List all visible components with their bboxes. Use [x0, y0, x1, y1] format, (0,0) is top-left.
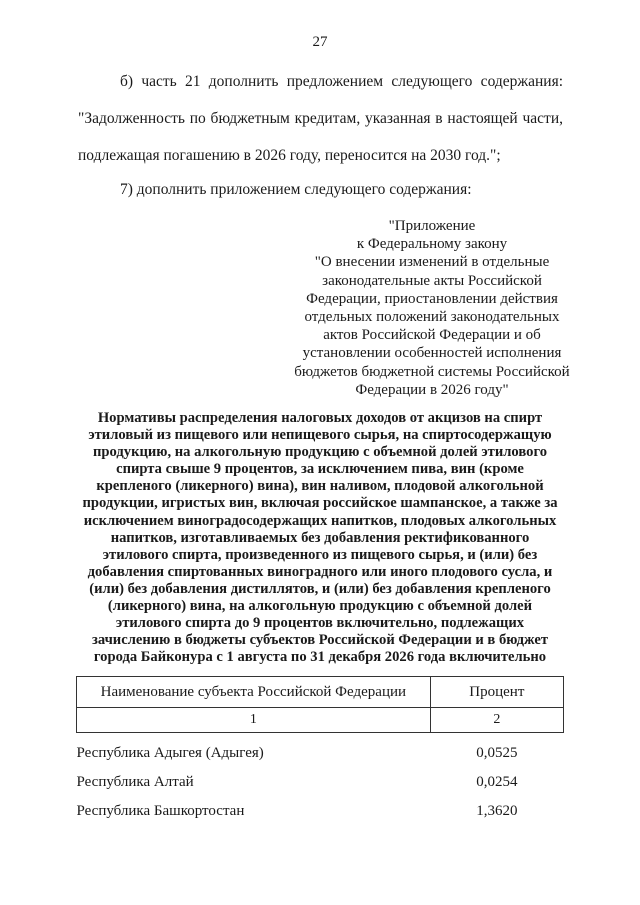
column-header-subject: Наименование субъекта Российской Федерации [77, 677, 431, 708]
quote-line-1: "Задолженность по бюджетным кредитам, указанная в настоящей части, [78, 110, 563, 127]
appendix-header-line: "О внесении изменений в отдельные [314, 254, 550, 271]
appendix-header-line: к Федеральному закону [356, 236, 508, 253]
title-line: крепленого (ликерного) вина), вин наливом, плодовой алкогольной [96, 478, 544, 495]
table-header-row [77, 677, 564, 708]
appendix-header-line: законодательные акты Российской [322, 272, 542, 289]
title-line: продукции, игристых вин, включая российское шампанское, а также за [82, 495, 558, 512]
quote-line-2: подлежащая погашению в 2026 году, переносится на 2030 год."; [78, 147, 501, 164]
title-line: Нормативы распределения налоговых доходов от акцизов на спирт [97, 410, 543, 426]
title-line: напитков, изготавливаемых без добавления ректификованного [110, 529, 530, 546]
appendix-header-line: актов Российской Федерации и об [323, 327, 541, 344]
title-line: этилового спирта до 9 процентов включительно, подлежащих [115, 615, 525, 632]
column-header-percent: Процент [430, 677, 563, 708]
appendix-header-line: отдельных положений законодательных [304, 309, 560, 326]
title-line: города Байконура с 1 августа по 31 декабря 2026 года включительно [93, 649, 547, 666]
column-number-1: 1 [77, 708, 431, 733]
appendix-title [66, 410, 574, 666]
title-line: зачислению в бюджеты субъектов Российской Федерации и в бюджет [92, 632, 548, 649]
appendix-header-line: Федерации, приостановлении действия [306, 290, 558, 307]
item-b-paragraph: б) часть 21 дополнить предложением следующего содержания: [120, 73, 563, 90]
title-line: этилового спирта, произведенного из пищевого сырья, и (или) без [102, 546, 538, 563]
title-line: спирта свыше 9 процентов, за исключением пива, вин (кроме [116, 461, 524, 478]
page-number: 27 [312, 34, 328, 50]
appendix-header-line: Федерации в 2026 году" [355, 381, 509, 398]
appendix-header [272, 217, 592, 399]
title-line: добавления спиртованных виноградного или иного плодового сусла, и [87, 563, 553, 580]
title-line: продукцию, на алкогольную продукцию с объемной долей этилового [92, 444, 547, 461]
subject-percent: 1,3620 [476, 803, 518, 819]
subject-percent: 0,0254 [476, 774, 518, 790]
appendix-header-line: бюджетов бюджетной системы Российской [294, 363, 570, 380]
subject-percent: 0,0525 [476, 745, 518, 761]
subject-name: Республика Адыгея (Адыгея) [76, 745, 264, 761]
title-line: (ликерного) вина, на алкогольную продукцию с объемной долей [107, 598, 533, 615]
title-line: этиловый из пищевого или непищевого сырья, на спиртосодержащую [88, 427, 552, 444]
title-line: исключением виноградосодержащих напитков, плодовых алкогольных [83, 512, 557, 529]
column-number-2: 2 [430, 708, 563, 733]
item-7-paragraph: 7) дополнить приложением следующего содержания: [120, 181, 472, 198]
table-numbering-row [77, 708, 564, 733]
tax-distribution-table [76, 676, 564, 820]
subject-name: Республика Алтай [76, 774, 194, 790]
subject-name: Республика Башкортостан [76, 803, 245, 819]
table-row [77, 791, 564, 820]
title-line: (или) без добавления дистиллятов, и (или) без добавления крепленого [89, 580, 551, 597]
appendix-header-line: "Приложение [388, 218, 476, 234]
appendix-header-line: установлении особенностей исполнения [302, 345, 562, 362]
table-row [77, 762, 564, 791]
table-row [77, 733, 564, 763]
